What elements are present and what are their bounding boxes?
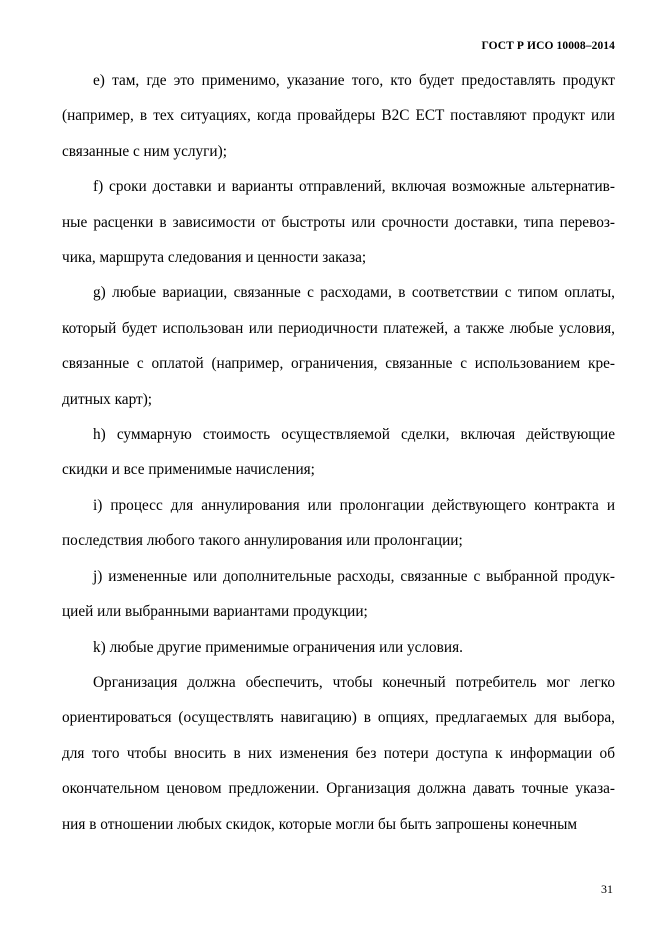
paragraph-item-j: j) измененные или дополнительные расходы, связанные с выбранной продук-цией или выбранными вариантами продукции; [62, 567, 615, 621]
paragraph-item-g: g) любые вариации, связанные с расходами, в соответствии с типом оплаты, который будет использован или периодичности платежей, а также любые условия, связанные с оплатой (например, ограничения, связанные с использованием кре-дитных карт); [62, 284, 615, 408]
paragraph-item-i: i) процесс для аннулирования или пролонгации действующего контракта и последствия любого такого аннулирования или пролонгации; [62, 496, 615, 550]
page-number: 31 [601, 882, 613, 896]
paragraph-item-f: f) сроки доставки и варианты отправлений, включая возможные альтернатив-ные расценки в зависимости от быстроты или срочности доставки, типа перевоз-чика, маршрута следования и ценности заказа; [62, 178, 615, 267]
paragraph-organization: Организация должна обеспечить, чтобы конечный потребитель мог легко ориентироваться (осуществлять навигацию) в опциях, предлагаемых для выбора, для того чтобы вносить в них изменения без потери доступа к информации об окончательном ценовом предложении. Организация должна давать точные указа-ния в отношении любых скидок, которые могли бы быть запрошены конечным [62, 673, 615, 833]
paragraph-item-k: k) любые другие применимые ограничения или условия. [93, 638, 463, 656]
paragraph-item-e: e) там, где это применимо, указание того, кто будет предоставлять продукт (например, в тех ситуациях, когда провайдеры B2C ECT поставляют продукт или связанные с ним услуги); [62, 72, 615, 160]
paragraph-item-h: h) суммарную стоимость осуществляемой сделки, включая действующие скидки и все применимые начисления; [62, 426, 615, 479]
document-body [62, 63, 615, 842]
standard-header: ГОСТ Р ИСО 10008–2014 [481, 40, 615, 52]
